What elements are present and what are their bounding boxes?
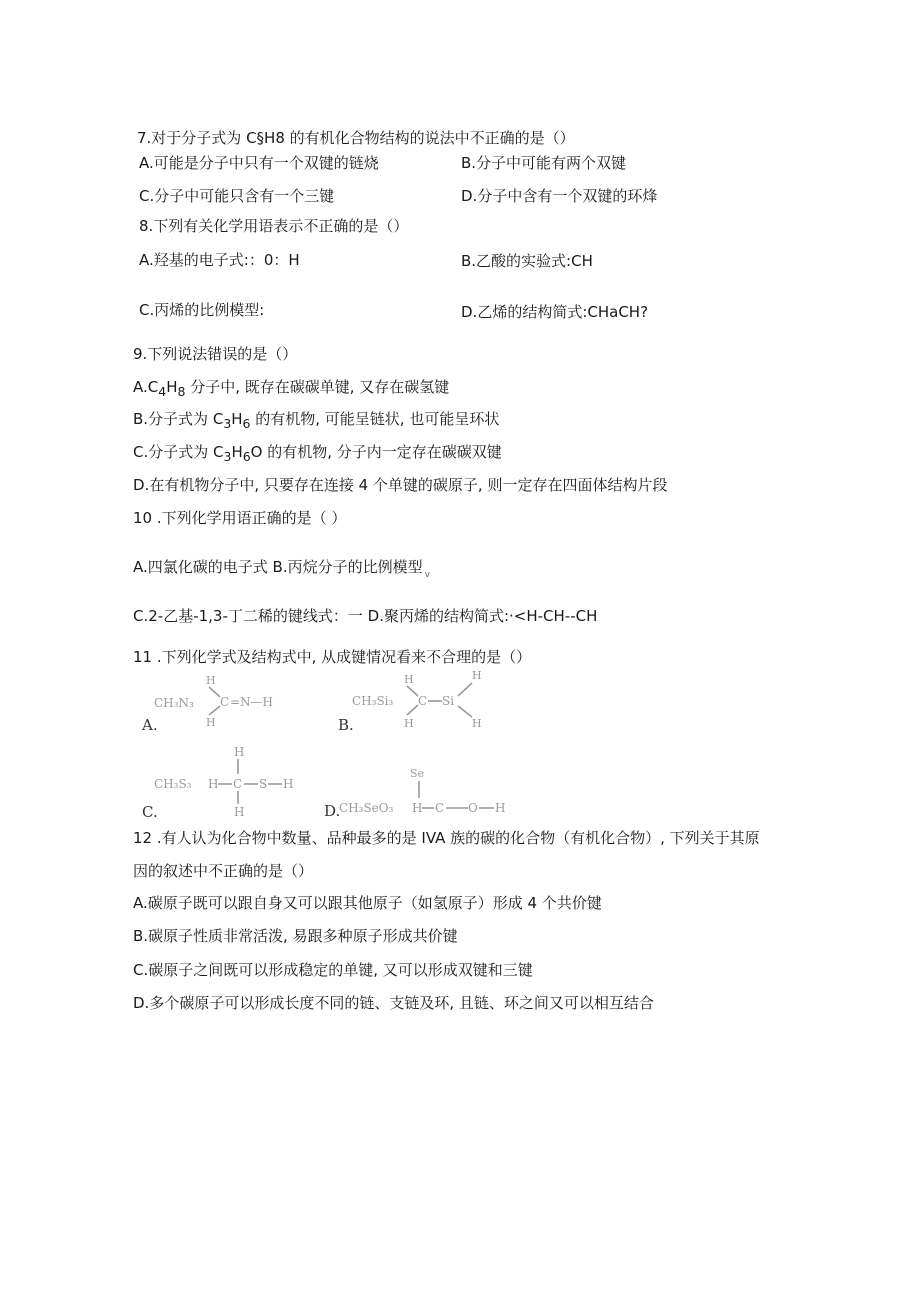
figure-b-top-h: H [404, 673, 414, 686]
figure-c-label: C. [142, 803, 158, 820]
figure-b-bottom-h: H [404, 717, 414, 730]
q12-stem-line1: 12 .有人认为化合物中数量、品种最多的是 IVA 族的碳的化合物（有机化合物）, 下列关于其原 [133, 829, 760, 847]
q7-option-b: B.分子中可能有两个双键 [461, 154, 627, 172]
figure-d-left-h: H [412, 801, 423, 815]
q8-option-c: C.丙烯的比例模型: [139, 301, 265, 319]
q12-option-c: C.碳原子之间既可以形成稳定的单键, 又可以形成双键和三键 [133, 961, 533, 979]
q9-option-a: $A.C_4H_8$ 分子中, 既存在碳碳单键, 又存在碳氢键 [133, 378, 450, 399]
figure-b-carbon: C [418, 694, 428, 708]
q10-options-ab: A.四氯化碳的电子式 B.丙烷分子的比例模型 $_v$ [133, 558, 430, 580]
q9-option-c: C.分子式为 $C_3H_6O$ 的有机物, 分子内一定存在碳碳双键 [133, 443, 502, 464]
structure-figure-b [336, 665, 506, 735]
figure-c-formula: CH₃S₃ [154, 777, 192, 791]
figure-a-formula: CH₃N₃ [154, 696, 194, 710]
q8-option-b: B.乙酸的实验式:CH [461, 252, 593, 270]
q12-stem-line2: 因的叙述中不正确的是（） [133, 862, 314, 880]
figure-b-bottom-h2: H [472, 717, 482, 730]
figure-b-top-h2: H [472, 669, 482, 682]
q12-option-d: D.多个碳原子可以形成长度不同的链、支链及环, 且链、环之间又可以相互结合 [133, 994, 654, 1012]
figure-a-bond: =N—H [230, 695, 274, 709]
figure-a-carbon: C [220, 695, 230, 709]
structure-figure-c [138, 740, 308, 820]
figure-c-left-h: H [208, 777, 219, 791]
figure-d-label: D. [324, 802, 341, 820]
q10-stem: 10 .下列化学用语正确的是（ ） [133, 509, 347, 527]
figure-b-formula: CH₃Si₃ [352, 694, 394, 708]
figure-d-selenium: Se [410, 767, 425, 780]
q12-option-a: A.碳原子既可以跟自身又可以跟其他原子（如氢原子）形成 4 个共价键 [133, 894, 602, 912]
figure-c-top-h: H [234, 745, 245, 759]
q9-stem: 9.下列说法错误的是（） [133, 345, 298, 363]
q8-option-d: D.乙烯的结构简式:CHaCH? [461, 303, 649, 321]
figure-c-carbon: C [233, 777, 243, 791]
q10-options-cd: C.2-乙基-1,3-丁二稀的键线式：一 D.聚丙烯的结构简式:·<H-CH--CH [133, 607, 598, 625]
figure-c-sulfur: S [259, 777, 268, 791]
q8-stem: 8.下列有关化学用语表示不正确的是（） [139, 217, 409, 235]
q8-option-a: A.羟基的电子式:：0：H [139, 251, 300, 269]
figure-d-right-h: H [495, 801, 506, 815]
q7-stem: 7.对于分子式为 C§H8 的有机化合物结构的说法中不正确的是（） [137, 129, 575, 147]
q7-option-d: D.分子中含有一个双键的环烽 [461, 187, 658, 205]
q11-stem: 11 .下列化学式及结构式中, 从成键情况看来不合理的是（） [133, 648, 532, 666]
figure-c-bottom-h: H [234, 805, 245, 819]
structure-figure-a [138, 670, 298, 735]
figure-b-silicon: Si [442, 694, 455, 708]
figure-d-carbon: C [435, 801, 445, 815]
figure-a-top-h: H [206, 674, 216, 687]
structure-figure-d [322, 762, 522, 822]
q9-option-b: B.分子式为 $C_3H_6$ 的有机物, 可能呈链状, 也可能呈环状 [133, 410, 500, 431]
figure-c-right-h: H [283, 777, 294, 791]
q9-option-d: D.在有机物分子中, 只要存在连接 4 个单键的碳原子, 则一定存在四面体结构片段 [133, 476, 668, 494]
figure-d-oxygen: O [468, 801, 478, 815]
figure-d-formula: CH₃SeO₃ [339, 801, 394, 815]
figure-a-bottom-h: H [206, 716, 216, 729]
figure-b-label: B. [338, 716, 354, 734]
q7-option-c: C.分子中可能只含有一个三键 [139, 187, 335, 205]
q12-option-b: B.碳原子性质非常活泼, 易跟多种原子形成共价键 [133, 927, 458, 945]
q7-option-a: A.可能是分子中只有一个双键的链烧 [139, 154, 379, 172]
figure-a-label: A. [142, 716, 158, 734]
